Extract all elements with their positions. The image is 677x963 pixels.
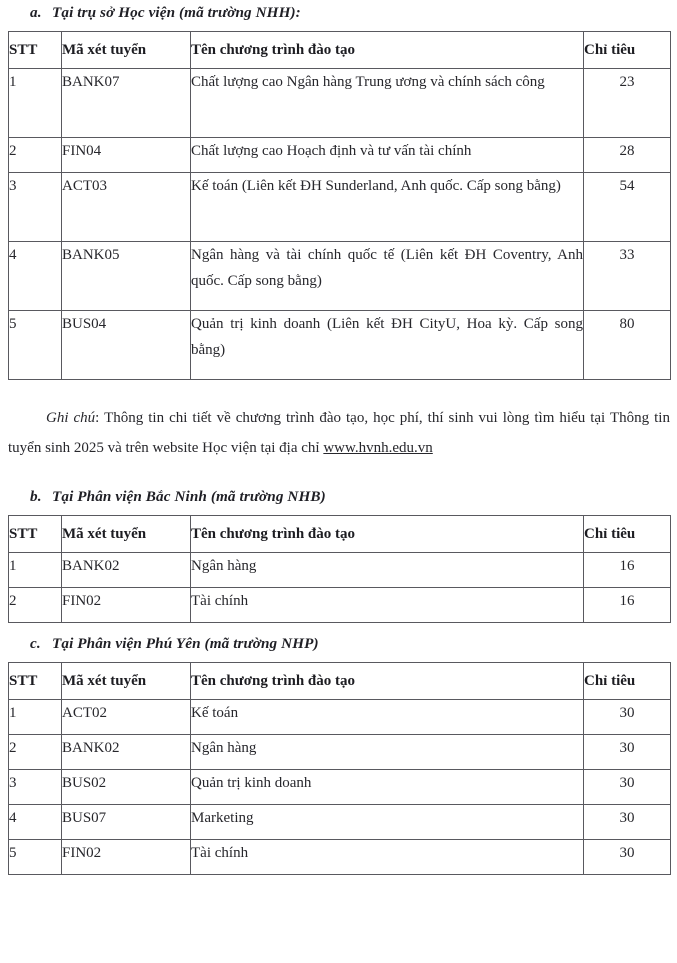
cell-quota: 23 [584, 69, 671, 138]
cell-name: Kế toán (Liên kết ĐH Sunderland, Anh quốc. Cấp song bằng) [191, 173, 584, 242]
cell-code: BUS02 [62, 770, 191, 805]
website-link[interactable]: www.hvnh.edu.vn [323, 440, 433, 456]
table-row [9, 242, 671, 311]
cell-stt: 1 [9, 69, 62, 138]
cell-stt: 1 [9, 553, 62, 588]
cell-name: Ngân hàng [191, 553, 584, 588]
column-header-stt: STT [9, 516, 62, 553]
cell-name: Tài chính [191, 840, 584, 875]
section-title-a: Tại trụ sở Học viện (mã trường NHH): [52, 4, 301, 21]
cell-quota: 30 [584, 735, 671, 770]
column-header-name: Tên chương trình đào tạo [191, 32, 584, 69]
cell-code: BANK07 [62, 69, 191, 138]
cell-name: Ngân hàng [191, 735, 584, 770]
cell-code: FIN02 [62, 588, 191, 623]
cell-stt: 5 [9, 840, 62, 875]
cell-code: BANK02 [62, 735, 191, 770]
cell-stt: 3 [9, 173, 62, 242]
cell-name: Quản trị kinh doanh [191, 770, 584, 805]
cell-code: BUS04 [62, 311, 191, 380]
cell-quota: 30 [584, 770, 671, 805]
cell-stt: 1 [9, 700, 62, 735]
cell-stt: 2 [9, 588, 62, 623]
cell-quota: 16 [584, 588, 671, 623]
table-c-header [9, 663, 671, 700]
section-marker-b: b. [30, 488, 42, 505]
table-row [9, 700, 671, 735]
cell-quota: 80 [584, 311, 671, 380]
table-row [9, 553, 671, 588]
cell-name: Kế toán [191, 700, 584, 735]
table-row [9, 735, 671, 770]
section-title-c: Tại Phân viện Phú Yên (mã trường NHP) [52, 635, 319, 652]
cell-stt: 4 [9, 805, 62, 840]
program-table-a [8, 31, 671, 380]
cell-stt: 4 [9, 242, 62, 311]
cell-stt: 5 [9, 311, 62, 380]
section-marker-c: c. [30, 635, 41, 652]
cell-name: Chất lượng cao Hoạch định và tư vấn tài chính [191, 138, 584, 173]
note-label: Ghi chú [46, 410, 96, 426]
table-row [9, 311, 671, 380]
table-row [9, 770, 671, 805]
cell-code: ACT02 [62, 700, 191, 735]
column-header-name: Tên chương trình đào tạo [191, 516, 584, 553]
column-header-quota: Chỉ tiêu [584, 516, 671, 553]
table-a-header [9, 32, 671, 69]
section-marker-a: a. [30, 4, 42, 21]
program-table-b [8, 515, 671, 623]
cell-stt: 3 [9, 770, 62, 805]
section-heading-b [0, 488, 677, 506]
program-table-c [8, 662, 671, 875]
section-heading-a [0, 4, 677, 22]
cell-name: Chất lượng cao Ngân hàng Trung ương và chính sách công [191, 69, 584, 138]
cell-code: BANK05 [62, 242, 191, 311]
table-row [9, 69, 671, 138]
column-header-quota: Chỉ tiêu [584, 32, 671, 69]
table-row [9, 840, 671, 875]
cell-quota: 16 [584, 553, 671, 588]
cell-quota: 30 [584, 840, 671, 875]
table-row [9, 805, 671, 840]
cell-quota: 54 [584, 173, 671, 242]
column-header-quota: Chỉ tiêu [584, 663, 671, 700]
cell-name: Quản trị kinh doanh (Liên kết ĐH CityU, Hoa kỳ. Cấp song bằng) [191, 311, 584, 380]
section-heading-c [0, 635, 677, 653]
cell-quota: 28 [584, 138, 671, 173]
cell-stt: 2 [9, 735, 62, 770]
note-body: Thông tin chi tiết về chương trình đào tạo, học phí, thí sinh vui lòng tìm hiểu tại Thông tin tuyển sinh 2025 và trên website Học viện tại địa chỉ [8, 410, 670, 456]
table-a-body [9, 69, 671, 380]
column-header-name: Tên chương trình đào tạo [191, 663, 584, 700]
table-row [9, 588, 671, 623]
table-b-body [9, 553, 671, 623]
table-row [9, 138, 671, 173]
section-title-b: Tại Phân viện Bắc Ninh (mã trường NHB) [52, 488, 326, 505]
table-c-body [9, 700, 671, 875]
cell-code: FIN04 [62, 138, 191, 173]
cell-stt: 2 [9, 138, 62, 173]
note-separator: : [95, 410, 105, 426]
cell-quota: 30 [584, 700, 671, 735]
table-row [9, 173, 671, 242]
table-header-row [9, 32, 671, 69]
column-header-code: Mã xét tuyển [62, 32, 191, 69]
note-paragraph [8, 403, 670, 463]
column-header-stt: STT [9, 32, 62, 69]
column-header-code: Mã xét tuyển [62, 516, 191, 553]
cell-code: FIN02 [62, 840, 191, 875]
cell-code: ACT03 [62, 173, 191, 242]
cell-name: Ngân hàng và tài chính quốc tế (Liên kết ĐH Coventry, Anh quốc. Cấp song bằng) [191, 242, 584, 311]
cell-quota: 33 [584, 242, 671, 311]
column-header-stt: STT [9, 663, 62, 700]
cell-quota: 30 [584, 805, 671, 840]
cell-code: BUS07 [62, 805, 191, 840]
cell-code: BANK02 [62, 553, 191, 588]
table-header-row [9, 663, 671, 700]
cell-name: Marketing [191, 805, 584, 840]
table-b-header [9, 516, 671, 553]
column-header-code: Mã xét tuyển [62, 663, 191, 700]
cell-name: Tài chính [191, 588, 584, 623]
table-header-row [9, 516, 671, 553]
